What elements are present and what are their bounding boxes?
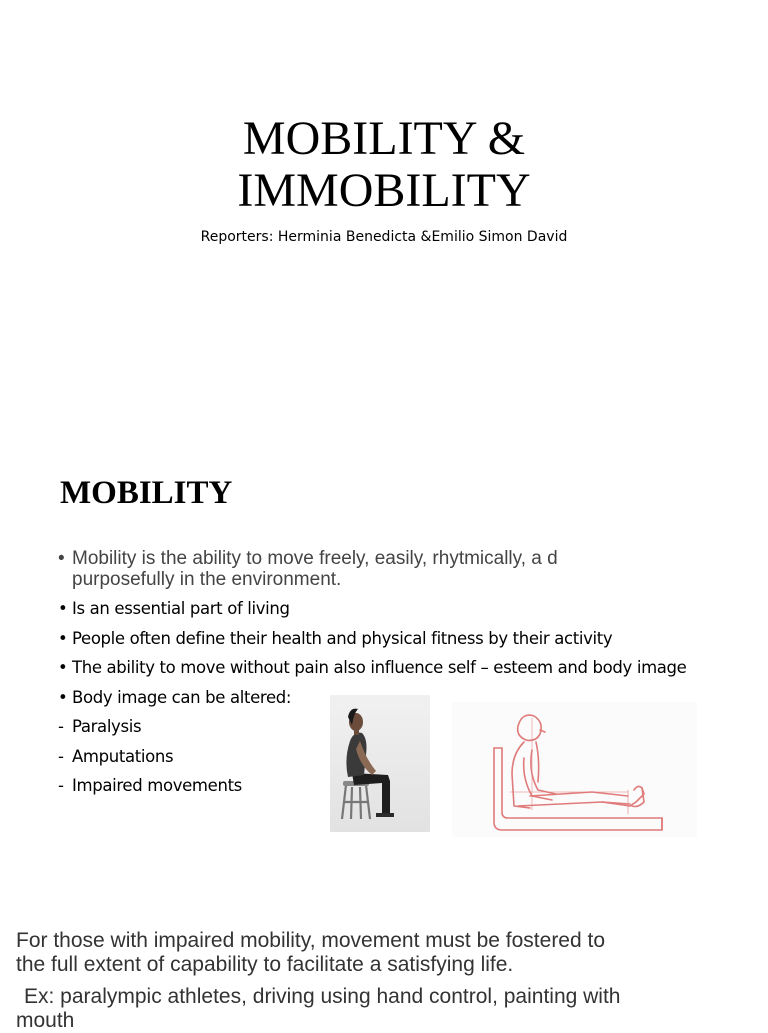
bullet-text: Mobility is the ability to move freely, easily, rhytmically, a d bbox=[72, 548, 558, 569]
bullet-text: The ability to move without pain also influence self – esteem and body image bbox=[72, 658, 687, 677]
dash-marker: - bbox=[58, 717, 64, 736]
slide-title bbox=[0, 113, 768, 217]
example-line-1: Ex: paralympic athletes, driving using hand control, painting with bbox=[24, 985, 621, 1008]
title-line-1: MOBILITY & bbox=[242, 112, 526, 165]
bullet-item bbox=[58, 658, 758, 678]
dash-marker: - bbox=[58, 776, 64, 795]
bullet-text: People often define their health and physical fitness by their activity bbox=[72, 628, 613, 648]
person-sitting-in-bed-sketch bbox=[452, 702, 697, 837]
woman-seated-on-stool-photo bbox=[330, 695, 430, 832]
sub-item-text: Amputations bbox=[72, 746, 174, 766]
bullet-text-continued: purposefully in the environment. bbox=[72, 569, 342, 590]
bullet-text: Body image can be altered: bbox=[72, 687, 292, 707]
bullet-marker: • bbox=[58, 548, 65, 569]
bullet-marker: • bbox=[58, 628, 68, 648]
sub-item-text: Paralysis bbox=[72, 717, 142, 736]
bullet-text: Is an essential part of living bbox=[72, 599, 290, 618]
footer-text bbox=[16, 929, 756, 1033]
example-line-2: mouth bbox=[16, 1009, 75, 1032]
bullet-item bbox=[58, 629, 758, 649]
dash-marker: - bbox=[58, 746, 64, 766]
sub-item-text: Impaired movements bbox=[72, 776, 242, 795]
bullet-item bbox=[58, 548, 758, 590]
bullet-marker: • bbox=[58, 599, 68, 618]
title-line-2: IMMOBILITY bbox=[237, 164, 531, 217]
reporters-subtitle: Reporters: Herminia Benedicta &Emilio Simon David bbox=[200, 229, 568, 245]
bullet-item bbox=[58, 599, 758, 619]
bullet-marker: • bbox=[58, 687, 68, 707]
mobility-heading: MOBILITY bbox=[60, 475, 233, 511]
footer-line-2: the full extent of capability to facilitate a satisfying life. bbox=[16, 953, 514, 976]
bullet-marker: • bbox=[58, 658, 68, 677]
footer-line-1: For those with impaired mobility, movement must be fostered to bbox=[16, 929, 606, 952]
